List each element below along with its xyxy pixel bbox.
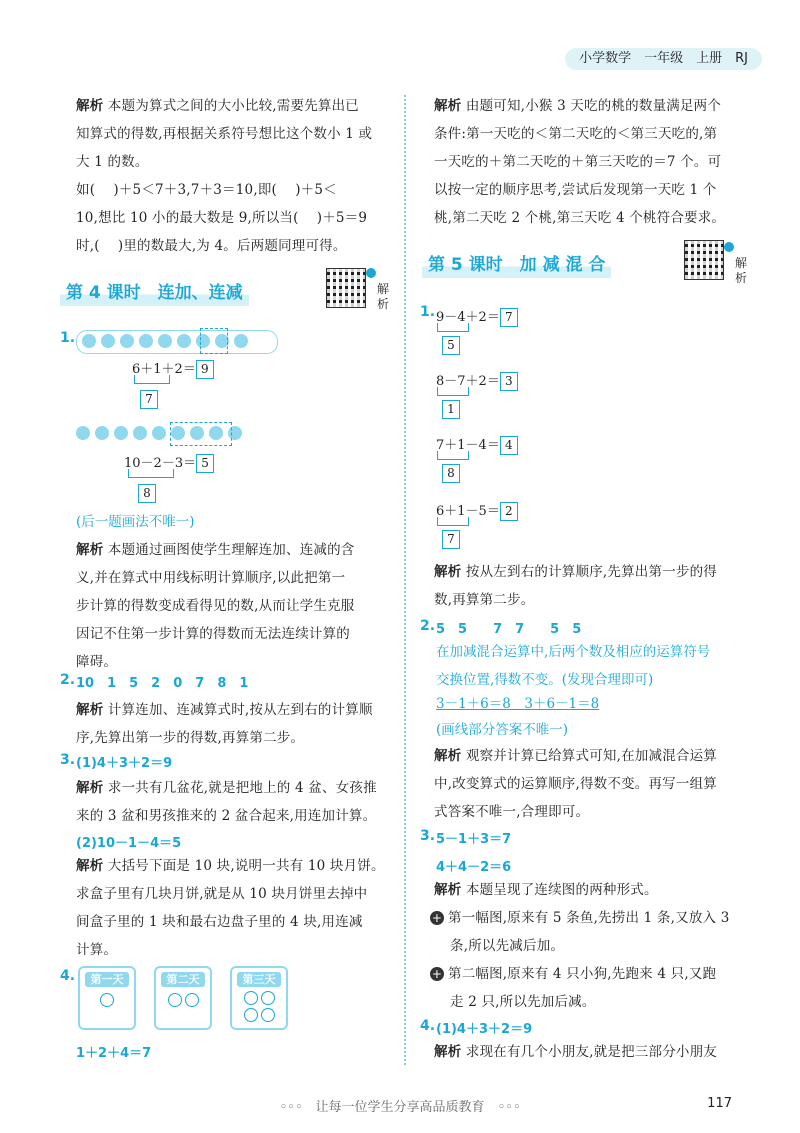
answer-box: 5 <box>196 454 214 473</box>
footer-slogan: ◦◦◦ 让每一位学生分享高品质教育 ◦◦◦ <box>279 1100 521 1115</box>
equation: 9－4＋2＝ 7 <box>436 306 518 327</box>
day-card <box>78 966 136 1030</box>
question-number: 3. <box>420 828 436 844</box>
card-title: 第三天 <box>237 972 281 987</box>
answer-box: 2 <box>500 502 518 521</box>
card-title: 第二天 <box>161 972 205 987</box>
intermediate-box: 7 <box>140 390 158 409</box>
plus-bullet-icon: + <box>431 911 443 925</box>
question-number: 3. <box>60 752 76 768</box>
lesson-4-title: 第 4 课时 连加、连减 <box>60 280 249 306</box>
question-number: 2. <box>420 618 436 634</box>
question-number: 4. <box>420 1018 436 1034</box>
text-line: 本题为算式之间的大小比较,需要先算出已 <box>107 98 359 114</box>
analysis-label: 解析 <box>434 564 462 580</box>
equation: 8－7＋2＝ 3 <box>436 370 518 391</box>
analysis-label: 解析 <box>76 98 104 114</box>
question-number: 2. <box>60 672 76 688</box>
play-icon[interactable] <box>724 242 734 252</box>
bracket-line <box>437 517 469 526</box>
answer-box: 4 <box>500 436 518 455</box>
intermediate-box: 1 <box>442 400 460 419</box>
page-number: 117 <box>707 1096 732 1111</box>
r-q2-analysis: 解析 观察并计算已给算式可知,在加减混合运算 中,改变算式的运算顺序,得数不变。再写一组算 式答案不唯一,合理即可。 <box>434 748 717 820</box>
analysis-label: 解析 <box>76 702 104 718</box>
bracket-line <box>437 451 469 460</box>
r-q4-part1: (1)4＋3＋2＝9 <box>436 1022 533 1037</box>
intermediate-box: 5 <box>442 336 460 355</box>
left-top-analysis <box>76 92 396 260</box>
question-number: 1. <box>420 304 436 320</box>
play-icon[interactable] <box>366 268 376 278</box>
analysis-label: 解析 <box>434 748 462 764</box>
r-q1-analysis: 解析 按从左到右的计算顺序,先算出第一步的得 数,再算第二步。 <box>434 564 717 608</box>
equation: 7＋1－4＝ 4 <box>436 434 518 455</box>
day-card <box>230 966 288 1030</box>
text-line: 时,( )里的数最大,为 4。后两题同理可得。 <box>76 238 347 254</box>
r-q3-bullet-1: + 第一幅图,原来有 5 条鱼,先捞出 1 条,又放入 3 条,所以先减后加。 <box>431 910 730 954</box>
q3-part1: (1)4＋3＋2＝9 <box>76 756 173 771</box>
q2-answers: 10 1 5 2 0 7 8 1 <box>76 676 249 691</box>
r-q3-eq1: 5－1＋3＝7 <box>436 832 512 847</box>
r-q2-tip: 在加减混合运算中,后两个数及相应的运算符号 交换位置,得数不变。(发现合理即可) <box>436 644 711 688</box>
bracket-line <box>437 387 469 396</box>
intermediate-box: 7 <box>442 530 460 549</box>
r-q3-bullet-2: + 第二幅图,原来有 4 只小狗,先跑来 4 只,又跑 走 2 只,所以先加后减。 <box>431 966 717 1010</box>
qr-code-icon[interactable] <box>684 240 724 280</box>
r-q3-analysis: 解析 本题呈现了连续图的两种形式。 <box>434 882 658 898</box>
bracket-line <box>134 375 170 384</box>
q3-analysis-1: 解析 求一共有几盆花,就是把地上的 4 盆、女孩推 来的 3 盆和男孩推来的 2 盆合起来,用连加计算。 <box>76 780 377 824</box>
peach-circle <box>100 993 114 1007</box>
r-q2-underlined: 3－1＋6＝8 3＋6－1＝8 <box>436 696 600 712</box>
answer-box: 7 <box>500 308 518 327</box>
q4-equation: 1＋2＋4＝7 <box>76 1046 152 1061</box>
answer-box: 3 <box>500 372 518 391</box>
r-q4-analysis: 解析 求现在有几个小朋友,就是把三部分小朋友 <box>434 1044 717 1060</box>
text-line: 如( )＋5＜7＋3,7＋3＝10,即( )＋5＜ <box>76 182 337 198</box>
text-line: 大 1 的数。 <box>76 154 149 170</box>
analysis-label: 解析 <box>434 98 462 114</box>
bracket-line <box>128 469 174 478</box>
lesson-5-title: 第 5 课时 加 减 混 合 <box>422 252 611 278</box>
equation-1: 6＋1＋2＝ 9 <box>132 358 214 379</box>
intermediate-box: 8 <box>138 484 156 503</box>
note: (后一题画法不唯一) <box>76 514 195 530</box>
plus-bullet-icon: + <box>431 967 443 981</box>
equation: 6＋1－5＝ 2 <box>436 500 518 521</box>
q2-analysis: 解析 计算连加、连减算式时,按从左到右的计算顺 序,先算出第一步的得数,再算第二步。 <box>76 702 373 746</box>
r-q3-eq2: 4＋4－2＝6 <box>436 860 512 875</box>
bracket-line <box>437 323 469 332</box>
day-card <box>154 966 212 1030</box>
q3-analysis-2: 解析 大括号下面是 10 块,说明一共有 10 块月饼。 求盒子里有几块月饼,就是从 10 块月饼里去掉中 间盒子里的 1 块和最右边盘子里的 4 块,用连减 计算。 <box>76 858 385 958</box>
answer-box: 9 <box>196 360 214 379</box>
r-q2-answers: 5 5 7 7 5 5 <box>436 622 582 637</box>
book-info-badge: 小学数学 一年级 上册 RJ <box>565 48 762 70</box>
dashed-group <box>170 422 232 446</box>
column-divider <box>404 95 406 1065</box>
qr-caption: 解 析 <box>377 282 390 311</box>
analysis-label: 解析 <box>76 542 104 558</box>
q1-analysis: 解析 本题通过画图使学生理解连加、连减的含 义,并在算式中用线标明计算顺序,以此把第一 步计算的得数变成看得见的数,从而让学生克服 因记不住第一步计算的得数而无法连续计算的 障碍。 <box>76 542 355 670</box>
qr-code-icon[interactable] <box>326 268 366 308</box>
dashed-group <box>200 328 228 354</box>
question-number: 1. <box>60 330 76 346</box>
analysis-label: 解析 <box>434 882 462 898</box>
card-title: 第一天 <box>85 972 129 987</box>
analysis-label: 解析 <box>76 858 104 874</box>
text-line: 知算式的得数,再根据关系符号想比这个数小 1 或 <box>76 126 373 142</box>
intermediate-box: 8 <box>442 464 460 483</box>
qr-caption: 解 析 <box>735 256 748 285</box>
r-q2-note: (画线部分答案不唯一) <box>436 722 569 738</box>
equation-2: 10－2－3＝ 5 <box>124 452 214 473</box>
question-number: 4. <box>60 968 76 984</box>
q3-part2: (2)10－1－4＝5 <box>76 836 182 851</box>
analysis-label: 解析 <box>76 780 104 796</box>
analysis-label: 解析 <box>434 1044 462 1060</box>
text-line: 10,想比 10 小的最大数是 9,所以当( )＋5＝9 <box>76 210 368 226</box>
right-top-analysis: 解析 由题可知,小猴 3 天吃的桃的数量满足两个 条件:第一天吃的＜第二天吃的＜第三天吃的,第 一天吃的＋第二天吃的＋第三天吃的＝7 个。可 以按一定的顺序思考,尝试后发现第一天吃 1 个 桃,第二天吃 2 个桃,第三天吃 4 个桃符合要求。 <box>434 98 726 226</box>
